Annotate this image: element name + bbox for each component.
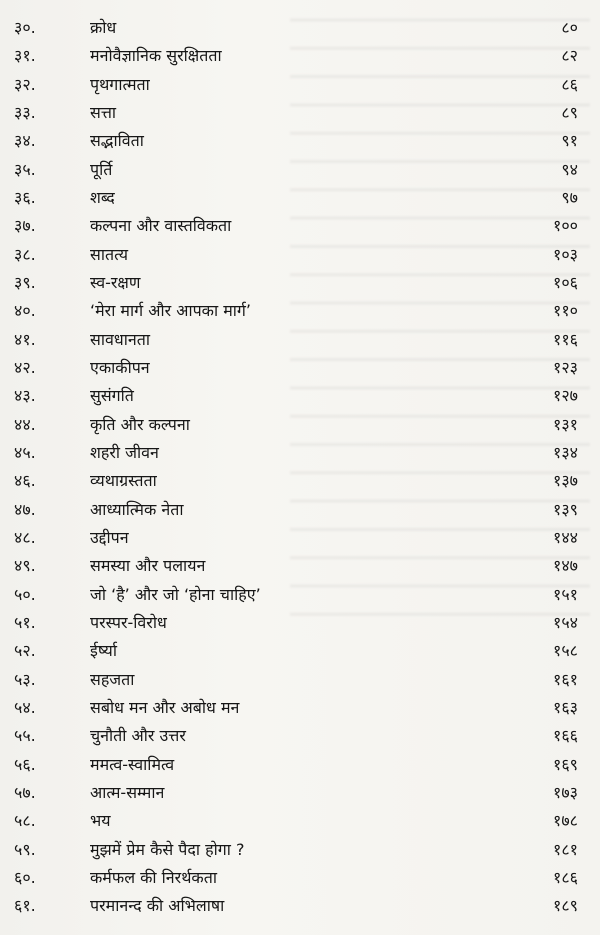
page-number: ९१ [561, 131, 578, 151]
chapter-number: ३४. [14, 131, 36, 151]
toc-entry [0, 354, 600, 382]
chapter-title: एकाकीपन [90, 357, 150, 377]
chapter-title: सातत्य [90, 244, 129, 264]
toc-entry [0, 241, 600, 269]
toc-entry [0, 864, 600, 892]
toc-entry [0, 382, 600, 410]
chapter-number: ४२. [14, 357, 36, 377]
toc-entry [0, 14, 600, 42]
page-number: १६६ [553, 726, 578, 746]
chapter-title: सुसंगति [90, 386, 134, 406]
chapter-title: जो ‘है’ और जो ‘होना चाहिए’ [90, 584, 261, 604]
chapter-title: स्व-रक्षण [90, 272, 141, 292]
chapter-number: ५१. [14, 612, 36, 632]
chapter-number: ३०. [14, 18, 36, 37]
chapter-title: मुझमें प्रेम कैसे पैदा होगा ? [90, 839, 245, 859]
toc-entry [0, 439, 600, 467]
chapter-number: ३८. [14, 244, 36, 264]
chapter-title: उद्दीपन [90, 527, 129, 547]
toc-entry [0, 71, 600, 99]
chapter-number: ५९. [14, 839, 36, 859]
chapter-title: सद्भाविता [90, 131, 144, 151]
chapter-title: आत्म-सम्मान [90, 782, 165, 802]
chapter-title: सत्ता [90, 102, 117, 122]
page-number: १५८ [553, 641, 578, 661]
toc-entry [0, 524, 600, 552]
chapter-number: ३१. [14, 46, 36, 66]
toc-entry [0, 836, 600, 864]
page-number: १८९ [553, 896, 578, 916]
page-number: १४७ [553, 556, 578, 576]
chapter-title: चुनौती और उत्तर [90, 726, 186, 746]
toc-entry [0, 779, 600, 807]
table-of-contents [0, 14, 600, 921]
chapter-title: कृति और कल्पना [90, 414, 190, 434]
toc-entry [0, 326, 600, 354]
chapter-number: ३६. [14, 187, 36, 207]
chapter-title: समस्या और पलायन [90, 556, 206, 576]
toc-entry [0, 807, 600, 835]
page-number: १८६ [553, 867, 578, 887]
toc-entry [0, 127, 600, 155]
chapter-title: पृथगात्मता [90, 74, 150, 94]
page-number: १३४ [553, 442, 578, 462]
toc-entry [0, 496, 600, 524]
chapter-title: ईर्ष्या [90, 641, 117, 661]
chapter-number: ४१. [14, 329, 36, 349]
page-number: १०३ [553, 244, 578, 264]
toc-entry [0, 42, 600, 70]
chapter-title: सावधानता [90, 329, 150, 349]
chapter-title: ममत्व-स्वामित्व [90, 754, 175, 774]
page-number: १०० [553, 216, 578, 236]
page-number: १६१ [553, 669, 578, 689]
page-number: १३७ [553, 471, 578, 491]
toc-entry [0, 892, 600, 920]
chapter-number: ४९. [14, 556, 36, 576]
chapter-title: परस्पर-विरोध [90, 612, 167, 632]
page-number: १२७ [553, 386, 578, 406]
chapter-title: पूर्ति [90, 159, 113, 179]
chapter-title: व्यथाग्रस्तता [90, 471, 157, 491]
toc-entry [0, 666, 600, 694]
chapter-number: ६०. [14, 867, 36, 887]
chapter-number: ५७. [14, 782, 36, 802]
chapter-number: ५४. [14, 697, 36, 717]
chapter-number: ६१. [14, 896, 36, 916]
chapter-number: ४३. [14, 386, 36, 406]
toc-entry [0, 156, 600, 184]
chapter-number: ३७. [14, 216, 36, 236]
page-number: ९४ [561, 159, 578, 179]
chapter-title: आध्यात्मिक नेता [90, 499, 184, 519]
page-number: १३९ [553, 499, 578, 519]
toc-entry [0, 297, 600, 325]
chapter-number: ५५. [14, 726, 36, 746]
chapter-title: कर्मफल की निरर्थकता [90, 867, 217, 887]
page-number: १६३ [553, 697, 578, 717]
chapter-number: ५२. [14, 641, 36, 661]
toc-entry [0, 467, 600, 495]
page-number: १५१ [553, 584, 578, 604]
toc-entry [0, 99, 600, 127]
chapter-number: ४६. [14, 471, 36, 491]
page-number: ११० [553, 301, 578, 321]
chapter-number: ५३. [14, 669, 36, 689]
page-number: १६९ [553, 754, 578, 774]
toc-entry [0, 751, 600, 779]
chapter-title: भय [90, 811, 111, 831]
chapter-title: सबोध मन और अबोध मन [90, 697, 240, 717]
chapter-number: ३५. [14, 159, 36, 179]
chapter-title: कल्पना और वास्तविकता [90, 216, 232, 236]
chapter-number: ५६. [14, 754, 36, 774]
chapter-number: ५८. [14, 811, 36, 831]
chapter-number: ४४. [14, 414, 36, 434]
toc-entry [0, 269, 600, 297]
page-number: ८२ [561, 46, 578, 66]
page-number: १८१ [553, 839, 578, 859]
toc-entry [0, 552, 600, 580]
chapter-number: ४०. [14, 301, 36, 321]
toc-entry [0, 694, 600, 722]
chapter-title: शहरी जीवन [90, 442, 159, 462]
page-number: १०६ [553, 272, 578, 292]
chapter-title: ‘मेरा मार्ग और आपका मार्ग’ [90, 301, 251, 321]
chapter-number: ४५. [14, 442, 36, 462]
chapter-title: मनोवैज्ञानिक सुरक्षितता [90, 46, 222, 66]
chapter-title: शब्द [90, 187, 115, 207]
page-number: ११६ [553, 329, 578, 349]
page-number: ९७ [561, 187, 578, 207]
page-number: ८९ [561, 102, 578, 122]
chapter-number: ३३. [14, 102, 36, 122]
toc-entry [0, 184, 600, 212]
chapter-number: ४७. [14, 499, 36, 519]
page-number: १३१ [553, 414, 578, 434]
chapter-number: ४८. [14, 527, 36, 547]
page-number: ८६ [561, 74, 578, 94]
page-number: १४४ [553, 527, 578, 547]
chapter-title: क्रोध [90, 18, 117, 37]
page-number: १२३ [553, 357, 578, 377]
toc-entry [0, 637, 600, 665]
chapter-number: ३२. [14, 74, 36, 94]
toc-entry [0, 411, 600, 439]
chapter-number: ५०. [14, 584, 36, 604]
chapter-title: परमानन्द की अभिलाषा [90, 896, 225, 916]
toc-entry [0, 722, 600, 750]
toc-entry [0, 581, 600, 609]
page-number: १५४ [553, 612, 578, 632]
toc-entry [0, 609, 600, 637]
page-number: ८० [561, 18, 578, 37]
page-number: १७८ [553, 811, 578, 831]
chapter-title: सहजता [90, 669, 135, 689]
toc-entry [0, 212, 600, 240]
page-number: १७३ [553, 782, 578, 802]
chapter-number: ३९. [14, 272, 36, 292]
